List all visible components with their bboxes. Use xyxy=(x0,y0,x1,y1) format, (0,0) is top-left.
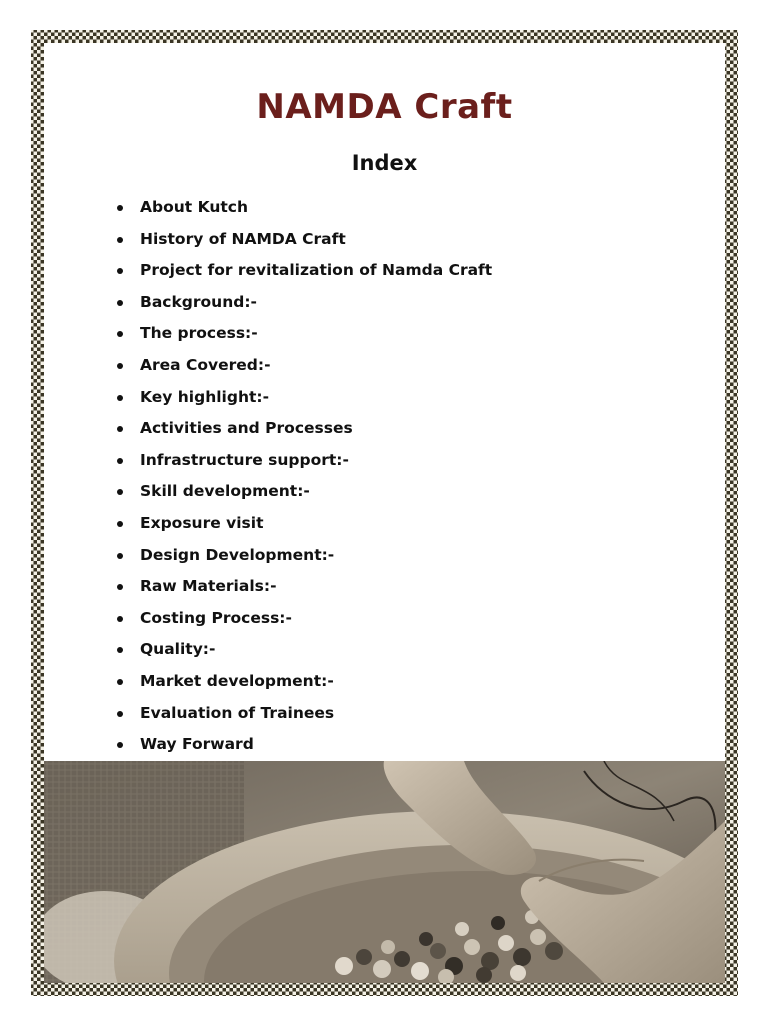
index-item: Raw Materials:- xyxy=(114,576,492,608)
index-item: The process:- xyxy=(114,323,492,355)
index-item: Exposure visit xyxy=(114,513,492,545)
index-item: Project for revitalization of Namda Craft xyxy=(114,260,492,292)
page-content xyxy=(44,43,725,983)
index-item: Evaluation of Trainees xyxy=(114,703,492,735)
felt-making-photo xyxy=(44,761,725,983)
index-list xyxy=(114,197,492,766)
index-item: Infrastructure support:- xyxy=(114,450,492,482)
index-item: Market development:- xyxy=(114,671,492,703)
index-item: Skill development:- xyxy=(114,481,492,513)
index-item: Quality:- xyxy=(114,639,492,671)
index-item: Costing Process:- xyxy=(114,608,492,640)
document-title: NAMDA Craft xyxy=(256,87,513,127)
index-item: Design Development:- xyxy=(114,545,492,577)
index-item: Key highlight:- xyxy=(114,387,492,419)
index-item: Background:- xyxy=(114,292,492,324)
index-heading: Index xyxy=(351,151,418,175)
index-item: About Kutch xyxy=(114,197,492,229)
index-item: History of NAMDA Craft xyxy=(114,229,492,261)
index-item: Activities and Processes xyxy=(114,418,492,450)
index-item: Area Covered:- xyxy=(114,355,492,387)
index-item: Way Forward xyxy=(114,734,492,766)
